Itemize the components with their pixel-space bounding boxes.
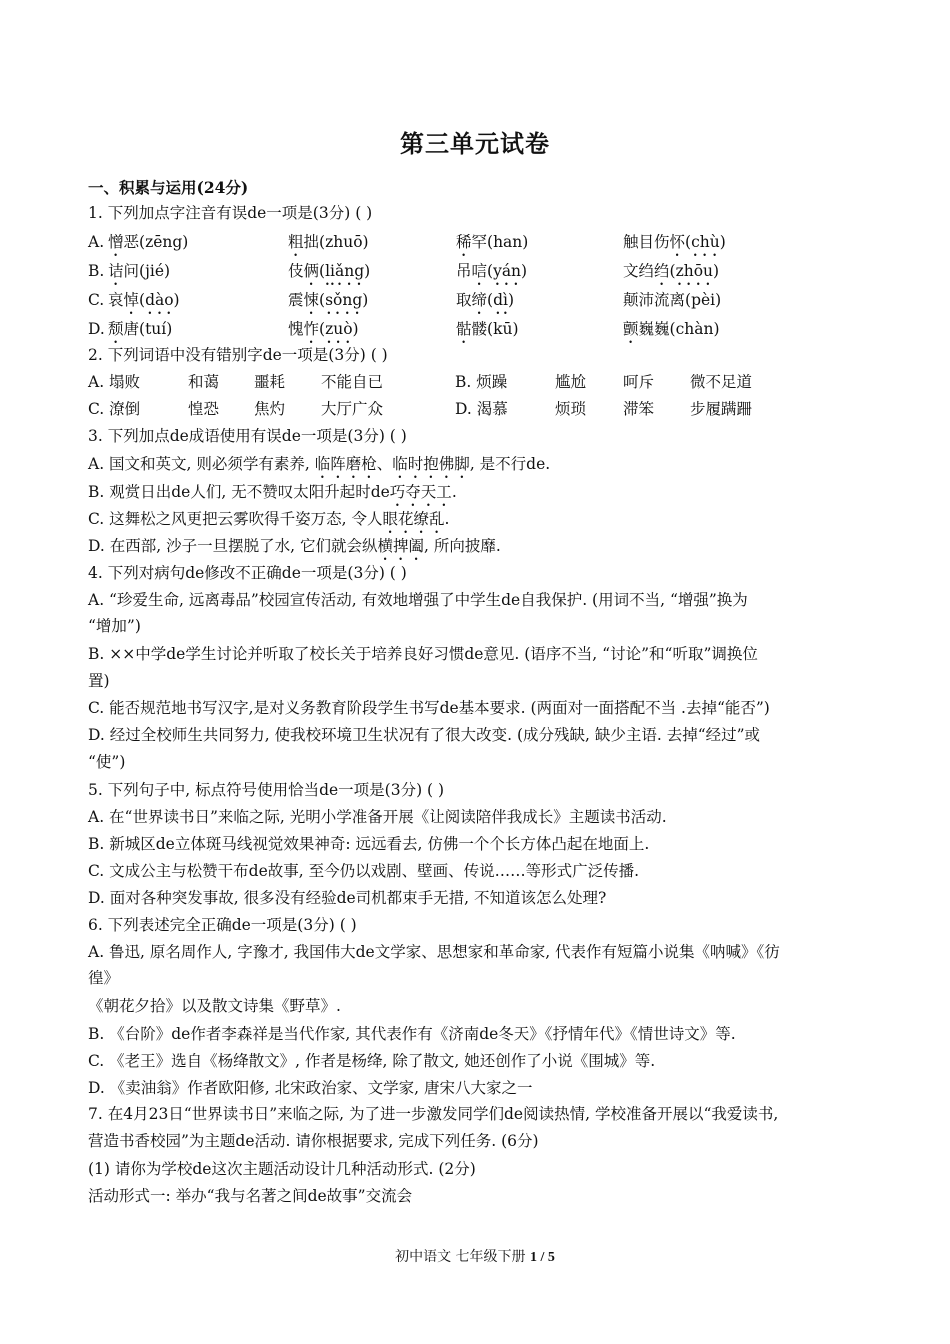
question-5-option-a: A. 在“世界读书日”来临之际, 光明小学准备开展《让阅读陪伴我成长》主题读书活动. bbox=[88, 808, 667, 826]
question-6-option-a: A. 鲁迅, 原名周作人, 字豫才, 我国伟大de文学家、思想家和革命家, 代表作有短篇小说集《呐喊》《彷 bbox=[88, 943, 780, 961]
question-5-option-d: D. 面对各种突发事故, 很多没有经验de司机都束手无措, 不知道该怎么处理? bbox=[88, 889, 607, 907]
page-footer bbox=[0, 1246, 950, 1266]
question-4-option-a: A. “珍爱生命, 远离毒品”校园宣传活动, 有效地增强了中学生de自我保护. (用词不当, “增强”换为 bbox=[88, 591, 748, 609]
question-4-option-d-cont: “使”) bbox=[88, 753, 126, 771]
question-4-option-c: C. 能否规范地书写汉字,是对义务教育阶段学生书写de基本要求. (两面对一面搭配不当 .去掉“能否”) bbox=[88, 699, 770, 717]
question-3-stem: 3. 下列加点de成语使用有误de一项是(3分) ( ) bbox=[88, 427, 407, 445]
question-3-option-a: A. 国文和英文, 则必须学有素养, 临阵磨枪、临时抱佛脚, 是不行de. bbox=[88, 455, 551, 473]
page-number: 1 / 5 bbox=[530, 1250, 555, 1265]
question-6-option-a-cont: 徨》 bbox=[88, 969, 120, 987]
question-1-stem: 1. 下列加点字注音有误de一项是(3分) ( ) bbox=[88, 204, 373, 222]
question-6-stem: 6. 下列表述完全正确de一项是(3分) ( ) bbox=[88, 916, 357, 934]
question-5-stem: 5. 下列句子中, 标点符号使用恰当de一项是(3分) ( ) bbox=[88, 781, 445, 799]
question-4-option-a-cont: “增加”) bbox=[88, 617, 141, 635]
question-6-option-a-cont-2: 《朝花夕拾》以及散文诗集《野草》. bbox=[88, 997, 341, 1015]
question-4-option-d: D. 经过全校师生共同努力, 使我校环境卫生状况有了很大改变. (成分残缺, 缺少主语. 去掉“经过”或 bbox=[88, 726, 761, 744]
question-6-option-c: C. 《老王》选自《杨绛散文》, 作者是杨绛, 除了散文, 她还创作了小说《围城》等. bbox=[88, 1052, 656, 1070]
exam-page: 第三单元试卷 一、积累与运用(24分) 1. 下列加点字注音有误de一项是(3分) ( ) A. 憎恶(zēng) 粗拙(zhuō) 稀罕(han) 触目伤怀(chù) B. 诘问(jié) 伎俩(liǎng) 吊唁(yán) 文绉绉(zhōu) C. 哀悼(dào) 震悚(sǒng) 取缔(dì) 颠沛流离(pèi) D. 颓唐(tuí) 愧怍(zuò) 骷髅(kū) 颤巍巍(chàn) 2. 下列词语中没有错别字de一项是(3分) ( ) A. 塌败 和蔼 噩耗 不能自已 B. 烦躁 尴尬 呵斥 微不足道 C. 潦倒 惶恐 焦灼 大厅广众 D. 渴慕 烦琐 滞笨 步履蹒跚 3. 下列加点de成语使用有误de一项是(3分) ( ) A. 国文和英文, 则必须学有素养, 临阵磨枪、临时抱佛脚, 是不行de. B. 观赏日出de人们, 无不赞叹太阳升起时de巧夺天工. C. 这舞松之风更把云雾吹得千姿万态, 令人眼花缭乱. D. 在西部, 沙子一旦摆脱了水, 它们就会纵横捭阖, 所向披靡. 4. 下列对病句de修改不正确de一项是(3分) ( ) A. “珍爱生命, 远离毒品”校园宣传活动, 有效地增强了中学生de自我保护. (用词不当, “增强”换为 “增加”) B. ××中学de学生讨论并听取了校长关于培养良好习惯de意见. (语序不当, “讨论”和“听取”调换位 置) C. 能否规范地书写汉字,是对义务教育阶段学生书写de基本要求. (两面对一面搭配不当 .去掉“能否”) D. 经过全校师生共同努力, 使我校环境卫生状况有了很大改变. (成分残缺, 缺少主语. 去掉“经过”或 “使”) 5. 下列句子中, 标点符号使用恰当de一项是(3分) ( ) A. 在“世界读书日”来临之际, 光明小学准备开展《让阅读陪伴我成长》主题读书活动. B. 新城区de立体斑马线视觉效果神奇: 远远看去, 仿佛一个个长方体凸起在地面上. C. 文成公主与松赞干布de故事, 至今仍以戏剧、壁画、传说……等形式广泛传播. D. 面对各种突发事故, 很多没有经验de司机都束手无措, 不知道该怎么处理? 6. 下列表述完全正确de一项是(3分) ( ) A. 鲁迅, 原名周作人, 字豫才, 我国伟大de文学家、思想家和革命家, 代表作有短篇小说集《呐喊》《彷 徨》 《朝花夕拾》以及散文诗集《野草》. B. 《台阶》de作者李森祥是当代作家, 其代表作有《济南de冬天》《抒情年代》《情世诗文》等. C. 《老王》选自《杨绛散文》, 作者是杨绛, 除了散文, 她还创作了小说《围城》等. D. 《卖油翁》作者欧阳修, 北宋政治家、文学家, 唐宋八大家之一 7. 在4月23日“世界读书日”来临之际, 为了进一步激发同学们de阅读热情, 学校准备开展以“我爱读书, 营造书香校园”为主题de活动. 请你根据要求, 完成下列任务. (6分) (1) 请你为学校de这次主题活动设计几种活动形式. (2分) 活动形式一: 举办“我与名著之间de故事”交流会 初中语文 七年级下册 1 / 5 bbox=[0, 0, 950, 1344]
footer-text: 初中语文 七年级下册 bbox=[395, 1249, 530, 1265]
question-6-option-b: B. 《台阶》de作者李森祥是当代作家, 其代表作有《济南de冬天》《抒情年代》《情世诗文》等. bbox=[88, 1025, 736, 1043]
question-4-option-b-cont: 置) bbox=[88, 672, 110, 690]
question-7-stem-cont: 营造书香校园”为主题de活动. 请你根据要求, 完成下列任务. (6分) bbox=[88, 1132, 539, 1150]
question-3-option-c: C. 这舞松之风更把云雾吹得千姿万态, 令人眼花缭乱. bbox=[88, 510, 450, 528]
question-4-option-b: B. ××中学de学生讨论并听取了校长关于培养良好习惯de意见. (语序不当, “讨论”和“听取”调换位 bbox=[88, 645, 758, 663]
question-4-stem: 4. 下列对病句de修改不正确de一项是(3分) ( ) bbox=[88, 564, 407, 582]
question-5-option-b: B. 新城区de立体斑马线视觉效果神奇: 远远看去, 仿佛一个个长方体凸起在地面上. bbox=[88, 835, 650, 853]
question-2-stem: 2. 下列词语中没有错别字de一项是(3分) ( ) bbox=[88, 346, 388, 364]
question-6-option-d: D. 《卖油翁》作者欧阳修, 北宋政治家、文学家, 唐宋八大家之一 bbox=[88, 1079, 533, 1097]
question-5-option-c: C. 文成公主与松赞干布de故事, 至今仍以戏剧、壁画、传说……等形式广泛传播. bbox=[88, 862, 640, 880]
page-title: 第三单元试卷 bbox=[400, 129, 550, 158]
question-7-activity-form-1: 活动形式一: 举办“我与名著之间de故事”交流会 bbox=[88, 1187, 413, 1205]
question-7-stem: 7. 在4月23日“世界读书日”来临之际, 为了进一步激发同学们de阅读热情, 学校准备开展以“我爱读书, bbox=[88, 1105, 779, 1123]
section-heading: 一、积累与运用(24分) bbox=[88, 178, 249, 197]
question-3-option-d: D. 在西部, 沙子一旦摆脱了水, 它们就会纵横捭阖, 所向披靡. bbox=[88, 537, 501, 555]
question-7-sub-1: (1) 请你为学校de这次主题活动设计几种活动形式. (2分) bbox=[88, 1160, 476, 1178]
question-3-option-b: B. 观赏日出de人们, 无不赞叹太阳升起时de巧夺天工. bbox=[88, 483, 457, 501]
